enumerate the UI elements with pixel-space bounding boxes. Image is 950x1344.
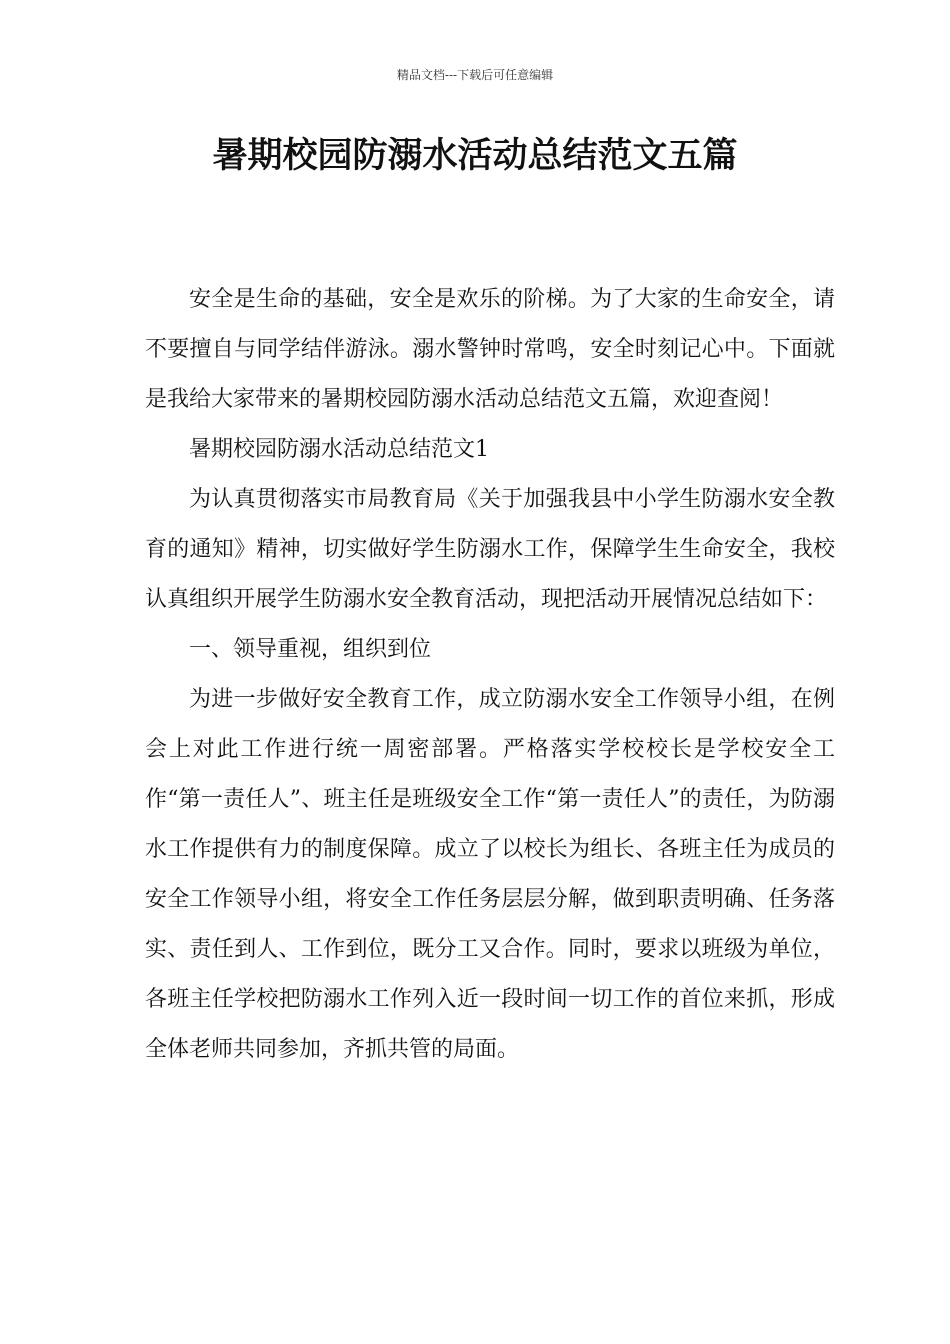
subsection-heading: 一、领导重视，组织到位	[189, 637, 432, 662]
document-title: 暑期校园防溺水活动总结范文五篇	[212, 136, 738, 176]
section-heading-1: 暑期校园防溺水活动总结范文1	[189, 437, 489, 462]
document-body	[145, 275, 835, 1075]
body-paragraph: 为认真贯彻落实市局教育局《关于加强我县中小学生防溺水安全教育的通知》精神，切实做好学生防溺水工作，保障学生生命安全，我校认真组织开展学生防溺水安全教育活动，现把活动开展情况总结如下：	[145, 487, 835, 612]
intro-paragraph: 安全是生命的基础，安全是欢乐的阶梯。为了大家的生命安全，请不要擅自与同学结伴游泳。溺水警钟时常鸣，安全时刻记心中。下面就是我给大家带来的暑期校园防溺水活动总结范文五篇，欢迎查阅！	[145, 287, 835, 412]
header-note: 精品文档---下载后可任意编辑	[396, 68, 554, 82]
body-paragraph: 为进一步做好安全教育工作，成立防溺水安全工作领导小组，在例会上对此工作进行统一周密部署。严格落实学校校长是学校安全工作“第一责任人”、班主任是班级安全工作“第一责任人”的责任，为防溺水工作提供有力的制度保障。成立了以校长为组长、各班主任为成员的安全工作领导小组，将安全工作任务层层分解，做到职责明确、任务落实、责任到人、工作到位，既分工又合作。同时，要求以班级为单位，各班主任学校把防溺水工作列入近一段时间一切工作的首位来抓，形成全体老师共同参加，齐抓共管的局面。	[145, 687, 835, 1062]
